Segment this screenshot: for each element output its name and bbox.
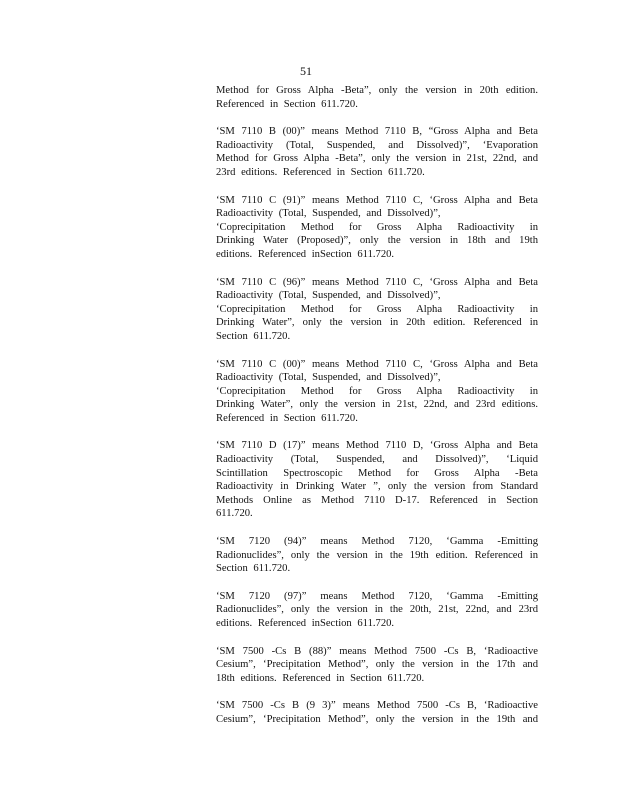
text-line: Radioactivity (Total, Suspended, and Dissolved)”, ‘Liquid — [216, 454, 538, 466]
definition-paragraph — [216, 84, 538, 111]
text-line: Drinking Water”, only the version in 21st, 22nd, and 23rd editions. — [216, 399, 538, 411]
text-line: Cesium”, ‘Precipitation Method”, only the version in the 17th and — [216, 659, 538, 671]
text-line: Scintillation Spectroscopic Method for Gross Alpha -Beta — [216, 467, 538, 479]
text-line: Radioactivity (Total, Suspended, and Dissolved)”, ‘Evaporation — [216, 139, 538, 151]
text-line: Radioactivity (Total, Suspended, and Dissolved)”, — [216, 372, 441, 384]
text-line: Method for Gross Alpha -Beta”, only the version in 20th edition. — [216, 85, 538, 96]
text-line: Referenced in Section 611.720. — [216, 412, 358, 424]
text-line: Section 611.720. — [216, 563, 291, 575]
text-line: Radioactivity (Total, Suspended, and Dissolved)”, — [216, 290, 441, 302]
text-line: ‘Coprecipitation Method for Gross Alpha Radioactivity in — [216, 303, 538, 315]
text-line: 18th editions. Referenced in Section 611.720. — [216, 672, 425, 684]
text-line: ‘Coprecipitation Method for Gross Alpha Radioactivity in — [216, 385, 538, 397]
text-line: Drinking Water (Proposed)”, only the version in 18th and 19th — [216, 235, 538, 247]
text-line: Radioactivity in Drinking Water ”, only the version from Standard — [216, 481, 538, 493]
definition-paragraph — [216, 439, 538, 521]
text-line: editions. Referenced inSection 611.720. — [216, 618, 395, 629]
definition-paragraph — [216, 645, 538, 686]
text-line: 23rd editions. Referenced in Section 611.720. — [216, 166, 425, 178]
text-line: Section 611.720. — [216, 330, 291, 342]
definition-paragraph — [216, 535, 538, 576]
definition-paragraph — [216, 276, 538, 344]
definition-paragraph — [216, 194, 538, 262]
text-line: Radionuclides”, only the version in the 20th, 21st, 22nd, and 23rd — [216, 604, 538, 616]
text-line: ‘SM 7110 D (17)” means Method 7110 D, ‘Gross Alpha and Beta — [216, 440, 538, 452]
definition-paragraph — [216, 699, 538, 726]
text-line: Method for Gross Alpha -Beta”, only the version in 21st, 22nd, and — [216, 153, 538, 165]
text-line: ‘SM 7120 (97)” means Method 7120, ‘Gamma -Emitting — [216, 590, 538, 602]
text-line: ‘SM 7120 (94)” means Method 7120, ‘Gamma -Emitting — [216, 536, 538, 548]
text-line: ‘SM 7110 C (00)” means Method 7110 C, ‘Gross Alpha and Beta — [216, 358, 538, 370]
text-line: ‘SM 7110 B (00)” means Method 7110 B, “Gross Alpha and Beta — [216, 126, 538, 138]
text-line: editions. Referenced inSection 611.720. — [216, 248, 395, 260]
text-line: Cesium”, ‘Precipitation Method”, only the version in the 19th and — [216, 713, 538, 725]
document-body — [216, 84, 538, 741]
definition-paragraph — [216, 590, 538, 631]
page-number: 51 — [300, 64, 312, 78]
definition-paragraph — [216, 125, 538, 179]
text-line: Radionuclides”, only the version in the 19th edition. Referenced in — [216, 549, 538, 561]
text-line: Drinking Water”, only the version in 20th edition. Referenced in — [216, 317, 538, 329]
text-line: ‘Coprecipitation Method for Gross Alpha Radioactivity in — [216, 221, 538, 233]
text-line: ‘SM 7500 -Cs B (9 3)” means Method 7500 -Cs B, ‘Radioactive — [216, 700, 538, 712]
text-line: Referenced in Section 611.720. — [216, 98, 358, 110]
text-line: ‘SM 7500 -Cs B (88)” means Method 7500 -Cs B, ‘Radioactive — [216, 645, 538, 657]
text-line: 611.720. — [216, 508, 253, 520]
text-line: Methods Online as Method 7110 D-17. Referenced in Section — [216, 494, 538, 506]
text-line: ‘SM 7110 C (91)” means Method 7110 C, ‘Gross Alpha and Beta — [216, 194, 538, 206]
definition-paragraph — [216, 358, 538, 426]
text-line: ‘SM 7110 C (96)” means Method 7110 C, ‘Gross Alpha and Beta — [216, 276, 538, 288]
text-line: Radioactivity (Total, Suspended, and Dissolved)”, — [216, 208, 441, 220]
